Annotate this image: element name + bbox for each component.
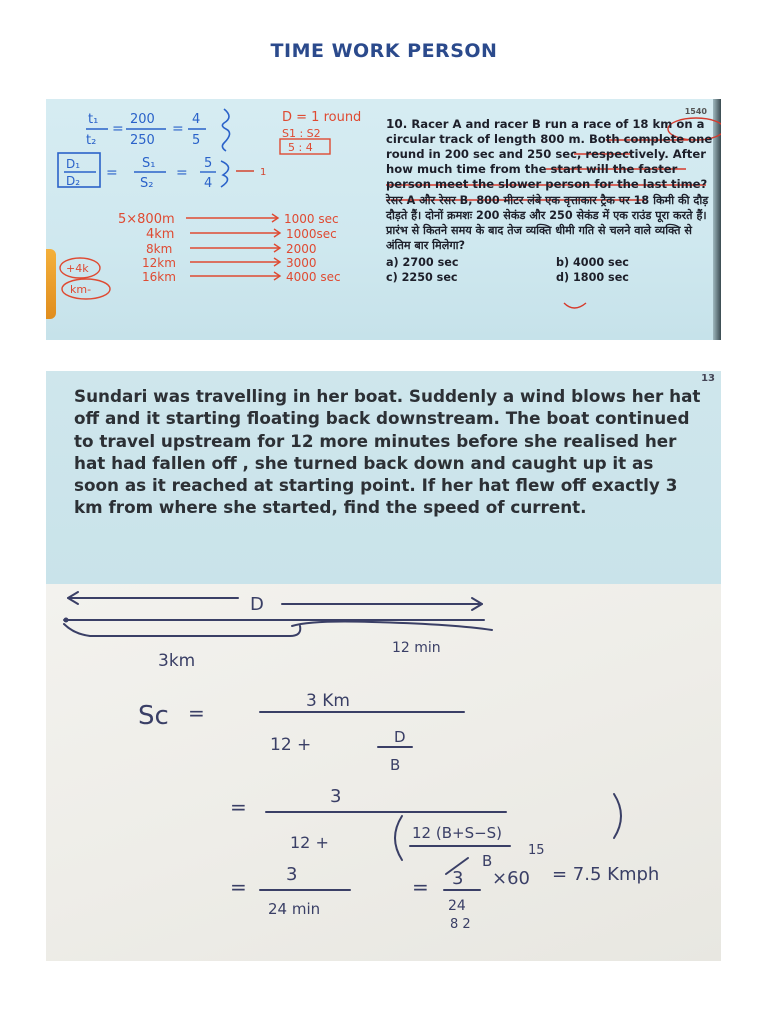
blue-ratio-distance (58, 153, 266, 191)
svg-text:12km: 12km (142, 256, 176, 270)
question-10-hindi: रेसर A और रेसर B, 800 मीटर लंबे एक वृत्ताकार ट्रैक पर 18 किमी की दौड़ दौड़ते हैं। दोनों क्रमशः 200 सेकंड और 250 सेकंड में एक राउंड पूरा करते हैं। प्रारंभ से कितने समय के बाद तेज व्यक्ति धीमी गति से चलने वाले व्यक्ति से अंतिम बार मिलेगा? (386, 194, 709, 252)
svg-text:=: = (106, 165, 118, 181)
question-number: 10. (386, 117, 408, 131)
svg-text:3 Km: 3 Km (306, 691, 350, 711)
formula-step-2 (230, 786, 621, 870)
svg-text:24 min: 24 min (268, 900, 321, 918)
svg-text:12 +: 12 + (290, 833, 329, 852)
svg-text:5 : 4: 5 : 4 (288, 141, 313, 154)
photo-racer-question (46, 99, 721, 340)
svg-text:D: D (250, 594, 264, 615)
svg-text:D₁: D₁ (66, 157, 81, 171)
svg-text:D = 1 round: D = 1 round (282, 110, 362, 125)
svg-text:B: B (482, 852, 493, 870)
svg-text:5: 5 (192, 133, 201, 148)
svg-text:12 +: 12 + (270, 735, 312, 755)
svg-text:=: = (412, 875, 429, 899)
svg-text:250: 250 (130, 133, 155, 148)
handwritten-solution (46, 584, 721, 961)
photo-boat-question (46, 371, 721, 584)
svg-text:=: = (112, 121, 124, 137)
svg-text:t₂: t₂ (86, 133, 97, 148)
svg-text:=: = (172, 121, 184, 137)
svg-text:3: 3 (452, 868, 464, 889)
svg-text:5×800m: 5×800m (118, 212, 175, 227)
red-notes-top (280, 110, 361, 154)
svg-text:5: 5 (204, 156, 213, 171)
svg-text:D: D (394, 728, 406, 746)
svg-text:S₁: S₁ (142, 156, 156, 171)
motion-diagram (64, 592, 493, 671)
svg-text:= 7.5 Kmph: = 7.5 Kmph (552, 864, 660, 885)
svg-text:t₁: t₁ (88, 112, 99, 127)
svg-text:2000: 2000 (286, 242, 317, 256)
svg-text:1000 sec: 1000 sec (284, 212, 339, 226)
svg-text:200: 200 (130, 112, 155, 127)
option-d: d) 1800 sec (556, 271, 629, 284)
question-10-english (386, 117, 716, 192)
svg-text:4: 4 (204, 176, 213, 191)
formula-step-1 (138, 691, 464, 774)
svg-text:+4k: +4k (66, 262, 89, 275)
svg-text:8km: 8km (146, 242, 173, 256)
svg-text:8 2: 8 2 (450, 917, 471, 932)
page-number: 1540 (684, 107, 707, 116)
svg-text:3km: 3km (158, 651, 196, 671)
blue-ratio-time (72, 109, 230, 151)
svg-text:=: = (176, 165, 188, 181)
svg-text:12 (B+S−S): 12 (B+S−S) (412, 824, 503, 842)
svg-text:1000sec: 1000sec (286, 227, 337, 241)
formula-step-3 (230, 843, 659, 932)
option-b: b) 4000 sec (556, 256, 629, 269)
svg-text:D₂: D₂ (66, 174, 81, 188)
svg-text:3000: 3000 (286, 256, 317, 270)
svg-text:=: = (188, 701, 205, 725)
boat-question-text: Sundari was travelling in her boat. Suddenly a wind blows her hat off and it starting floating back downstream. The boat continued to travel upstream for 12 more minutes before she realised her hat had fallen off , she turned back down and caught up it as soon as it reached at starting point. If her hat flew off exactly 3 km from where she started, find the speed of current. (74, 386, 701, 518)
svg-text:Sc: Sc (138, 701, 169, 731)
option-c: c) 2250 sec (386, 271, 458, 284)
svg-text:=: = (230, 795, 247, 819)
photo-handwritten-solution (46, 584, 721, 961)
red-distance-time-table (60, 212, 341, 299)
svg-text:4km: 4km (146, 227, 175, 242)
page-title: TIME WORK PERSON (270, 40, 498, 62)
svg-text:S₂: S₂ (140, 176, 154, 191)
svg-text:km-: km- (70, 283, 92, 296)
question-10 (386, 117, 716, 285)
svg-text:12 min: 12 min (392, 640, 441, 656)
options (386, 255, 716, 285)
svg-text:=: = (230, 875, 247, 899)
option-a: a) 2700 sec (386, 256, 459, 269)
svg-text:×60: ×60 (492, 868, 530, 889)
svg-text:3: 3 (286, 864, 298, 885)
svg-text:24: 24 (448, 898, 466, 914)
svg-text:B: B (390, 756, 401, 774)
svg-text:3: 3 (330, 786, 342, 807)
svg-text:4000 sec: 4000 sec (286, 270, 341, 284)
svg-text:1: 1 (260, 167, 267, 178)
svg-text:S1 : S2: S1 : S2 (282, 127, 321, 140)
svg-text:4: 4 (192, 112, 201, 127)
corner-number: 13 (701, 373, 715, 384)
svg-text:16km: 16km (142, 270, 176, 284)
svg-text:15: 15 (528, 843, 545, 858)
question-text-en: Racer A and racer B run a race of 18 km on a circular track of length 800 m. Both complete one round in 200 sec and 250 sec, respectively. After how much time from the start will the faster person meet the slower person for the last time? (386, 117, 713, 191)
